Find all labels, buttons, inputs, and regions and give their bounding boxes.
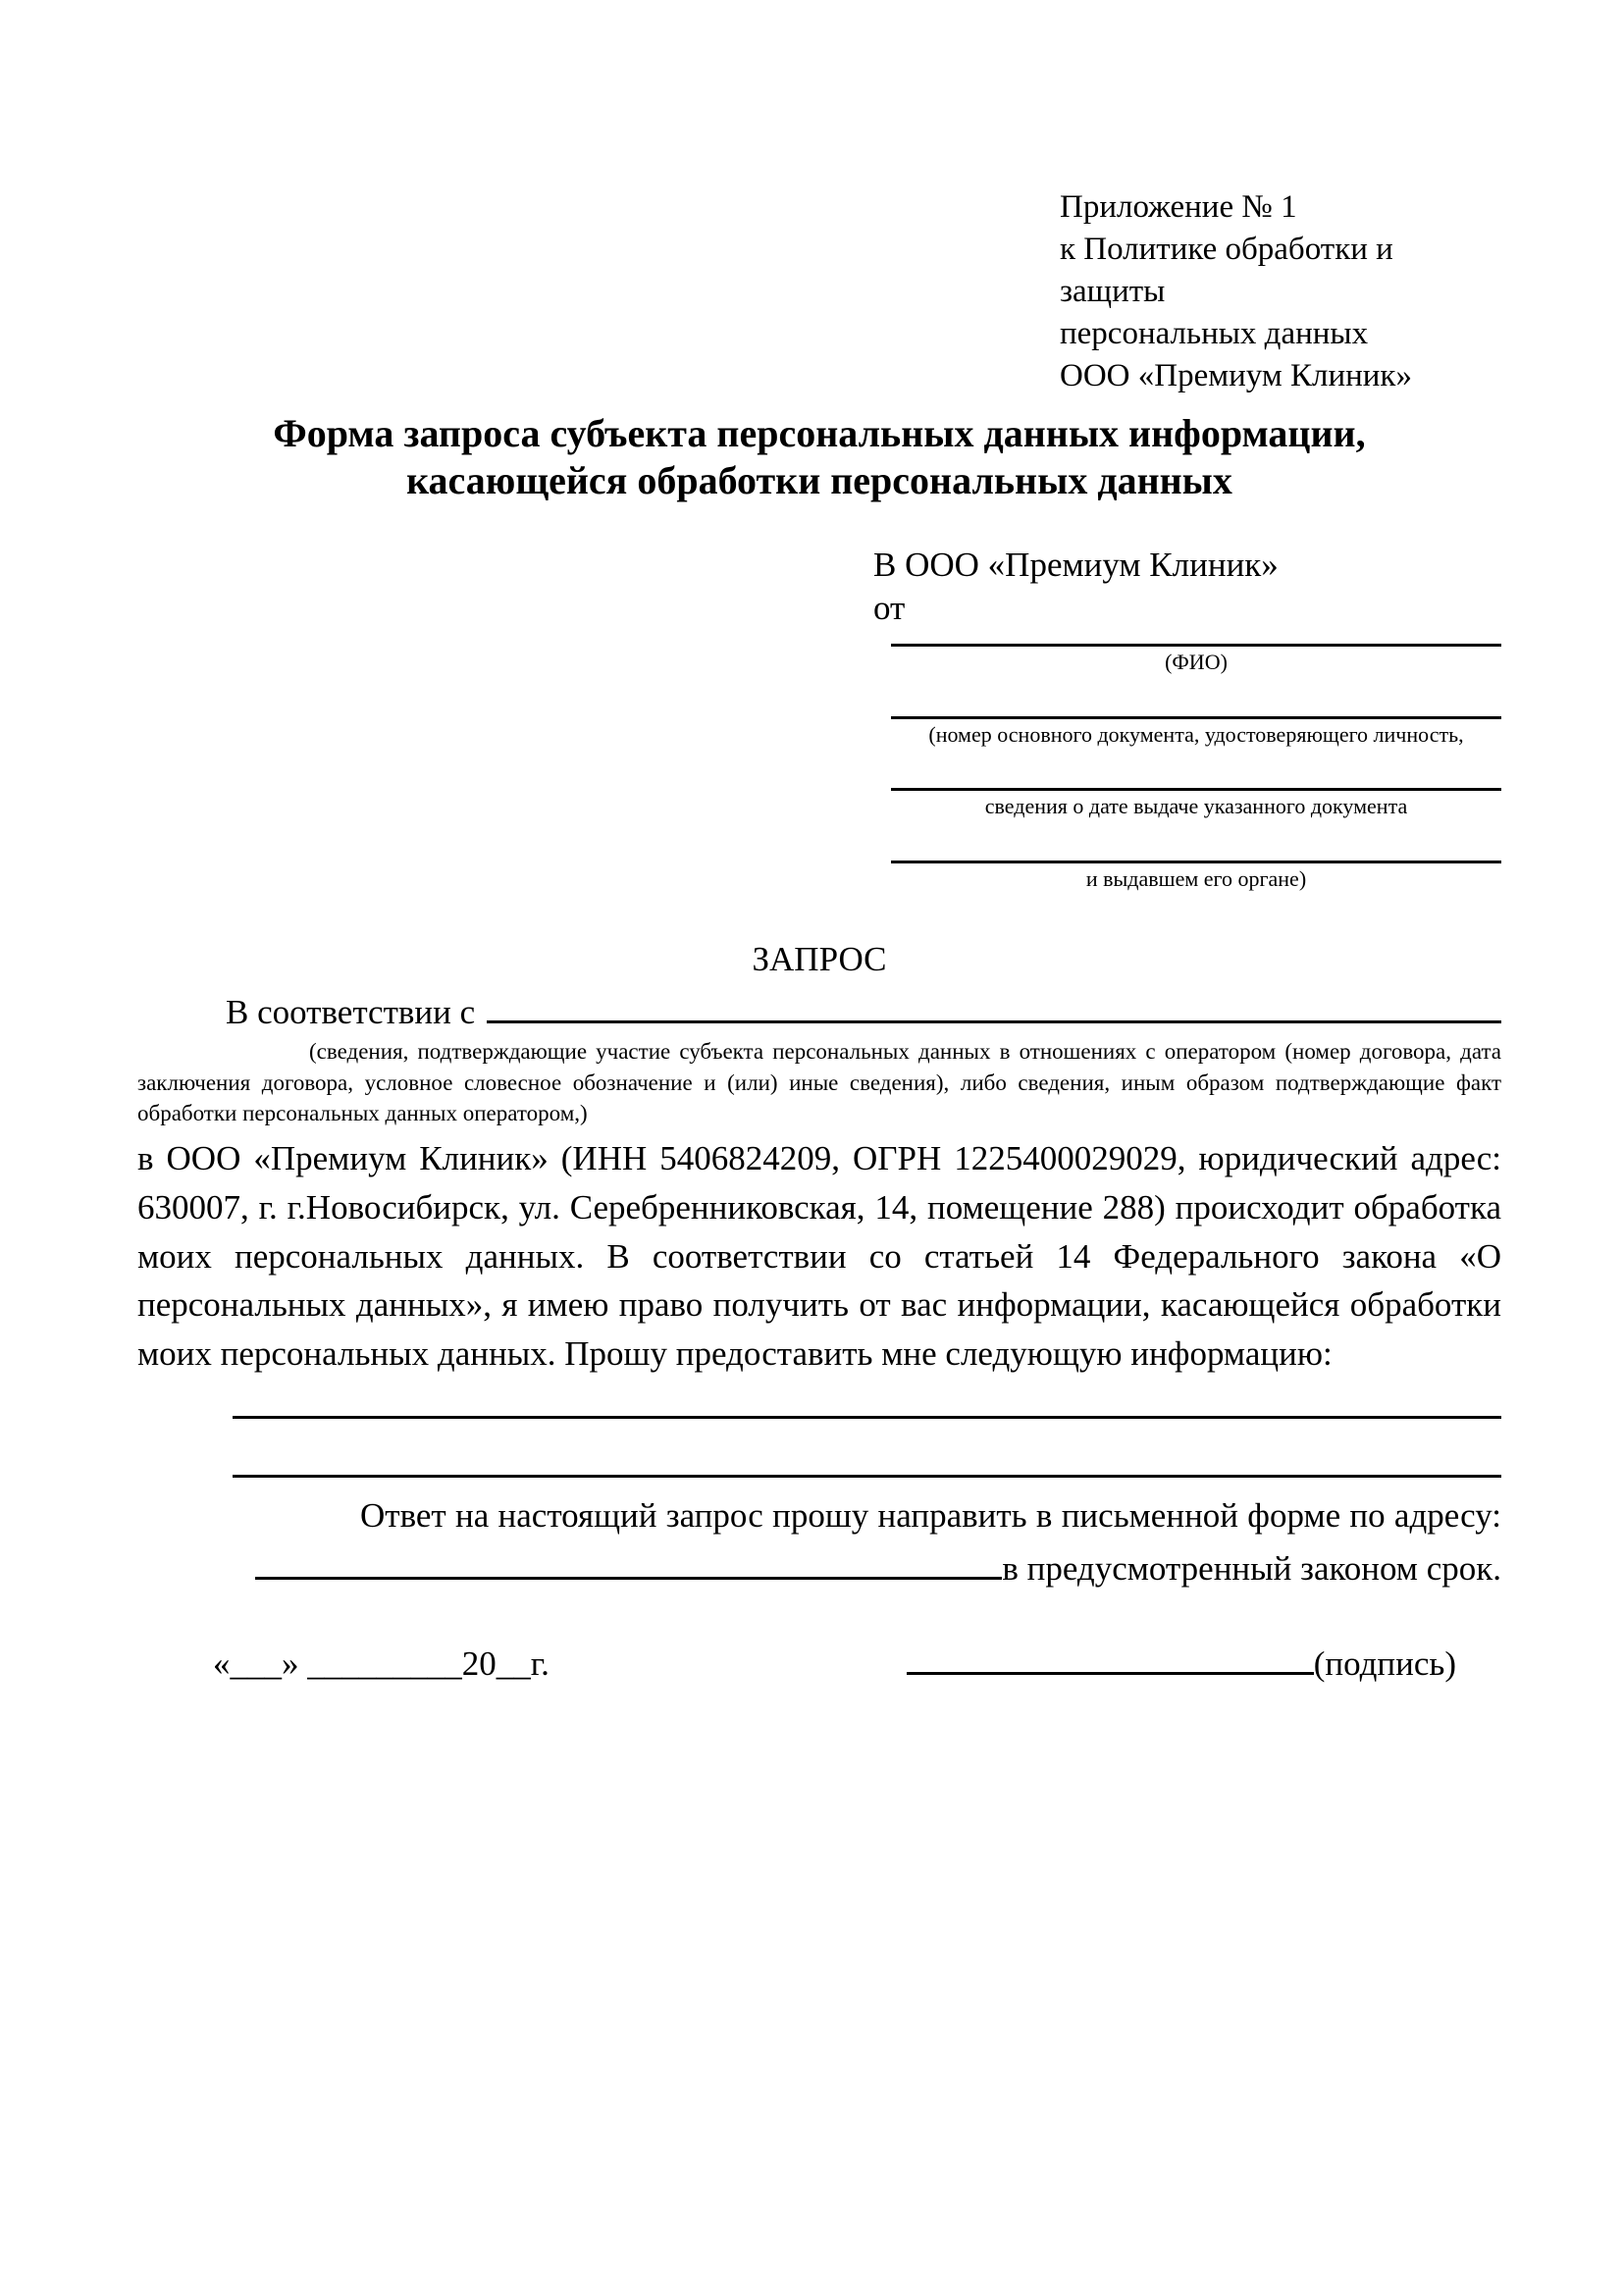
reply-deadline-text: в предусмотренный законом срок. <box>1002 1549 1501 1589</box>
appendix-header-line: к Политике обработки и защиты <box>1060 231 1393 309</box>
accordance-row <box>137 983 1501 1032</box>
request-heading: ЗАПРОС <box>752 940 887 979</box>
document-issuer-blank-line <box>891 855 1501 863</box>
fio-caption: (ФИО) <box>1165 649 1228 674</box>
accordance-label: В соответствии с <box>226 993 476 1032</box>
information-blank-line-1 <box>233 1416 1501 1419</box>
document-number-caption: (номер основного документа, удостоверяющего личность, <box>928 721 1464 747</box>
document-number-blank-line <box>891 710 1501 719</box>
document-number-field <box>873 710 1501 750</box>
date-blank: «___» _________20__г. <box>213 1644 550 1683</box>
fio-blank-line <box>891 638 1501 647</box>
page-title-line1: Форма запроса субъекта персональных данных информации, <box>273 411 1366 456</box>
signature-row <box>137 1644 1501 1684</box>
fio-field <box>873 638 1501 677</box>
document-issuer-caption: и выдавшем его органе) <box>1085 865 1307 891</box>
page-title-line2: касающейся обработки персональных данных <box>406 458 1232 503</box>
reply-address-blank-line <box>255 1539 1002 1580</box>
addressee-block <box>873 544 1501 893</box>
request-body-paragraph: в ООО «Премиум Клиник» (ИНН 5406824209, ОГРН 1225400029029, юридический адрес: 630007, г. г.Новосибирск, ул. Серебренниковская, 14, помещение 288) происходит обработка моих персональных данных. В соответствии со статьей 14 Федерального закона «О персональных данных», я имею право получить от вас информации, касающейся обработки моих персональных данных. Прошу предоставить мне следующую информацию: <box>137 1139 1501 1373</box>
accordance-blank-line <box>487 983 1501 1023</box>
document-issuer-field <box>873 855 1501 894</box>
document-issue-date-blank-line <box>891 782 1501 791</box>
addressee-from-label: от <box>873 589 906 628</box>
document-issue-date-caption: сведения о дате выдаче указанного документа <box>984 794 1408 819</box>
addressee-to: В ООО «Премиум Клиник» <box>873 546 1279 585</box>
signature-caption: (подпись) <box>1313 1644 1456 1683</box>
page-title <box>137 410 1501 504</box>
information-blank-line-2 <box>233 1475 1501 1478</box>
appendix-header-line: ООО «Премиум Клиник» <box>1060 357 1412 393</box>
reply-address-sentence: Ответ на настоящий запрос прошу направить в письменной форме по адресу: <box>360 1495 1501 1535</box>
appendix-header <box>1060 186 1501 396</box>
signature-area <box>907 1644 1456 1684</box>
document-issue-date-field <box>873 782 1501 821</box>
signature-blank-line <box>907 1668 1314 1675</box>
appendix-header-line: персональных данных <box>1060 315 1369 351</box>
reply-address-row <box>137 1539 1501 1593</box>
appendix-header-line: Приложение № 1 <box>1060 189 1297 225</box>
accordance-fine-print: (сведения, подтверждающие участие субъекта персональных данных в отношениях с оператором (номер договора, дата заключения договора, условное словесное обозначение и (или) иные сведения), либо сведения, иным образом подтверждающие факт обработки персональных данных оператором,) <box>137 1039 1501 1125</box>
